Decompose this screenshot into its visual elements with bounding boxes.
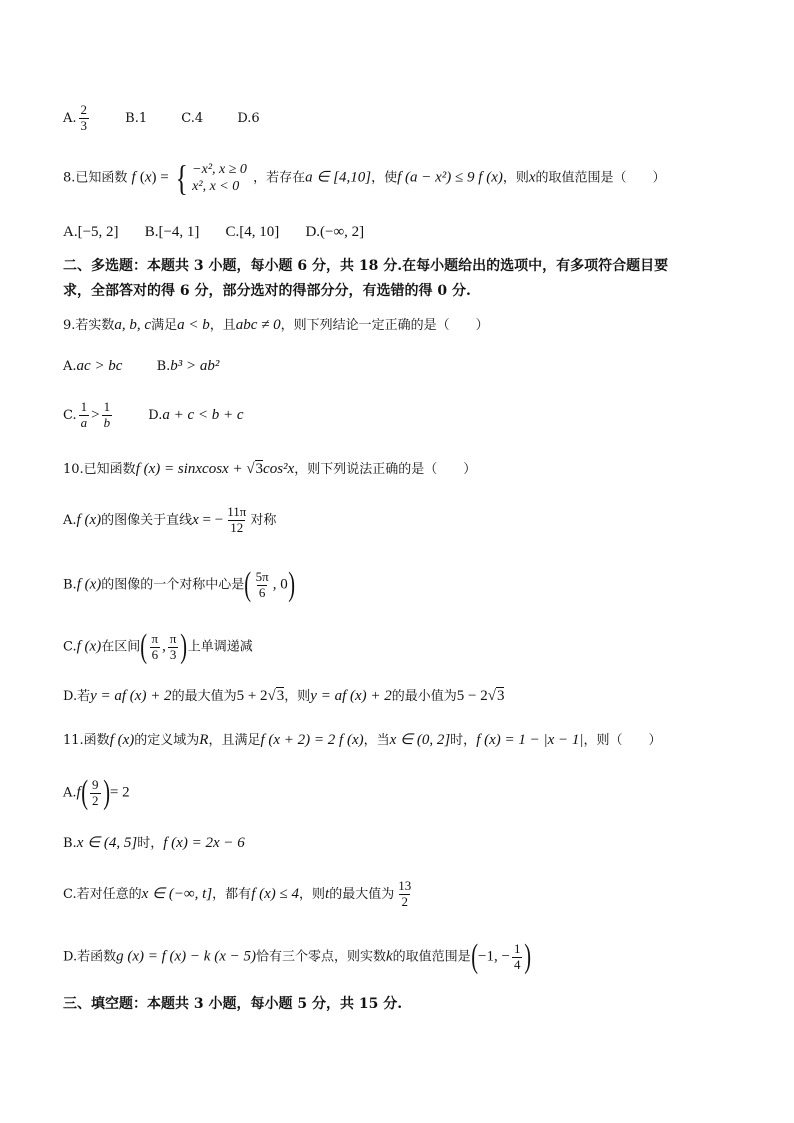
q11-option-d: D.若函数g (x) = f (x) − k (x − 5)恰有三个零点，则实数k的取值范围是(−1, − $\frac{1}{4}$ ) xyxy=(63,938,532,975)
q10-option-d: D.若y = af (x) + 2的最大值为5 + 2√3，则y = af (x) + 2的最小值为5 − 2√3 xyxy=(63,688,505,704)
q9-option-a: ac > bc xyxy=(76,358,123,374)
q7-option-a-label: A. xyxy=(63,110,77,126)
section2-heading: 二、多选题：本题共 3 小题，每小题 6 分，共 18 分.在每小题给出的选项中，有多项符合题目要 xyxy=(63,258,669,274)
q8-options xyxy=(63,225,386,240)
q8-option-b: B.[−4, 1] xyxy=(144,224,200,240)
q7-option-c: C.4 xyxy=(181,110,204,126)
q7-option-d: D.6 xyxy=(237,110,260,126)
q8-option-c: C.[4, 10] xyxy=(225,224,280,240)
q11-option-c: C.若对任意的x ∈ (−∞, t]，都有f (x) ≤ 4，则t的最大值为 $\frac{13}{2}$ xyxy=(63,878,412,909)
q9-options-cd: C. $\frac{1}{a}$ > $\frac{1}{b}$ D.a + c < b + c xyxy=(63,399,244,430)
q8-option-d: D.(−∞, 2] xyxy=(305,224,365,240)
section3-heading: 三、填空题：本题共 3 小题，每小题 5 分，共 15 分. xyxy=(63,996,403,1012)
q10-option-a: A.f (x)的图像关于直线x = − $\frac{11\pi}{12}$ 对称 xyxy=(63,504,277,535)
q9-option-b: b³ > ab² xyxy=(170,358,220,374)
q10-stem: 10.已知函数f (x) = sinxcosx + √3cos²x，则下列说法正确的是（ ） xyxy=(63,461,477,477)
q8-piecewise: −x², x ≥ 0 x², x < 0 xyxy=(192,161,247,194)
q9-option-d: a + c < b + c xyxy=(162,406,244,423)
q9-options-ab: A.ac > bc B.b³ > ab² xyxy=(63,358,220,374)
q7-options xyxy=(63,103,260,134)
q7-option-b: B.1 xyxy=(125,110,148,126)
q10-option-b: B.f (x)的图像的一个对称中心是( $\frac{5\pi}{6}$ , 0) xyxy=(63,566,295,603)
q9-stem: 9.若实数a, b, c满足a < b，且abc ≠ 0，则下列结论一定正确的是（ ） xyxy=(63,317,489,333)
q11-stem: 11.函数f (x)的定义域为R，且满足f (x + 2) = 2 f (x)，当x ∈ (0, 2]时，f (x) = 1 − |x − 1|，则（ ） xyxy=(63,732,662,748)
q9-option-c: $\frac{1}{a}$ xyxy=(80,399,88,430)
q11-option-b: B.x ∈ (4, 5]时，f (x) = 2x − 6 xyxy=(63,835,245,851)
section2-heading-cont: 求，全部答对的得 6 分，部分选对的得部分分，有选错的得 0 分. xyxy=(63,283,471,299)
q8-option-a: A.[−5, 2] xyxy=(63,224,119,240)
q8-stem: 8.已知函数 f (x) = { −x², x ≥ 0 x², x < 0 ，若存在a ∈ [4,10]，使f (a − x²) ≤ 9 f (x)，则x的取值范围是（ ） xyxy=(63,158,666,198)
q7-option-a-fraction: $\frac{2}{3}$ xyxy=(80,102,88,133)
q10-option-c: C.f (x)在区间( $\frac{\pi}{6}$ , $\frac{\pi}{3}$ )上单调递减 xyxy=(63,628,253,665)
q11-option-a: A.f( $\frac{9}{2}$ )= 2 xyxy=(63,774,130,811)
